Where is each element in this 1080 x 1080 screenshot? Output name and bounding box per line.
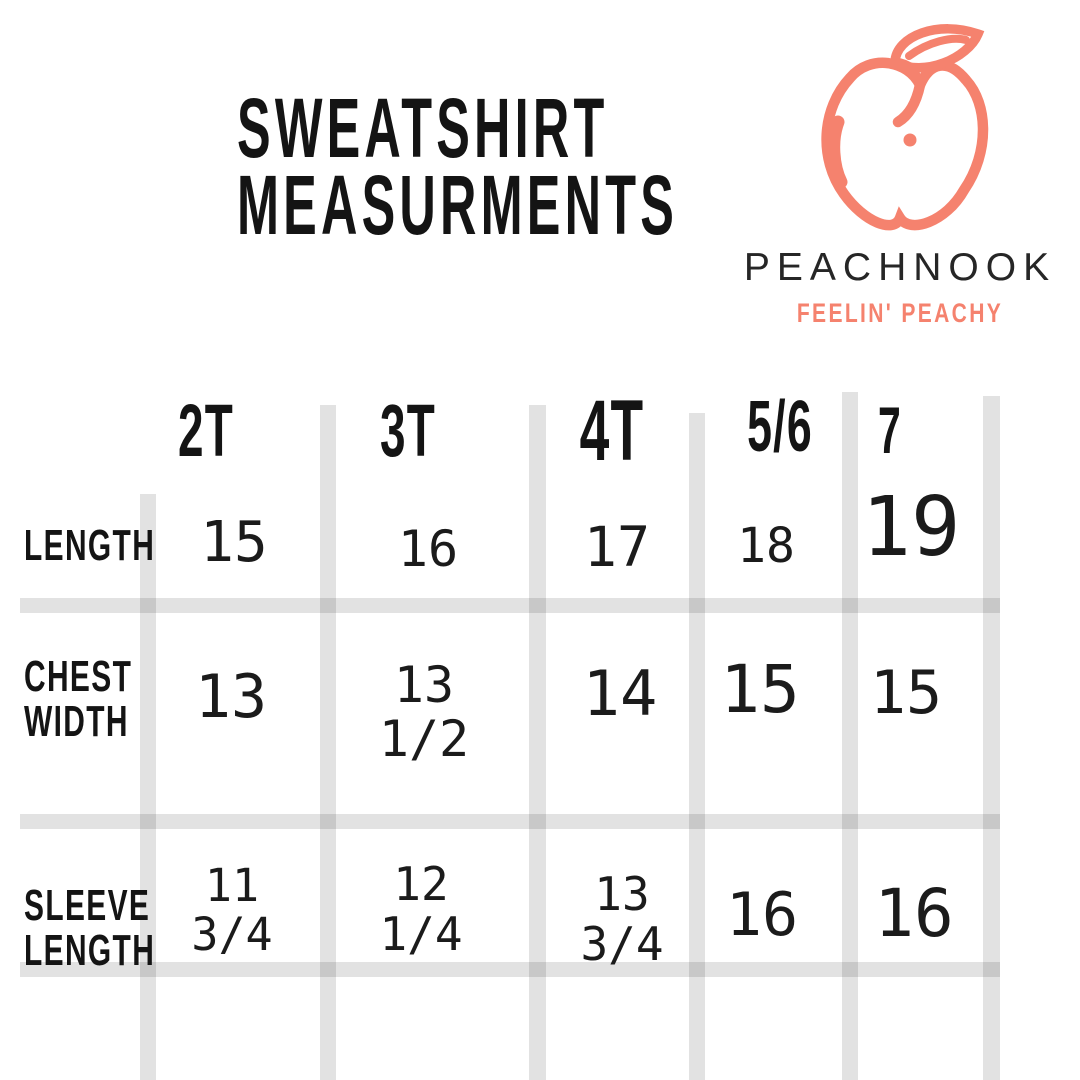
row-label-length: LENGTH — [24, 521, 156, 570]
cell-chest-4t: 14 — [582, 657, 658, 730]
cell-sleeve-4t: 13 3/4 — [580, 867, 664, 971]
column-header-7: 7 — [877, 393, 903, 467]
grid-line-vertical-labels — [140, 494, 156, 1080]
grid-line-horizontal-1 — [20, 598, 1000, 613]
cell-length-3t: 16 — [397, 520, 459, 578]
cell-length-7: 19 — [861, 480, 961, 575]
peach-highlight — [834, 122, 841, 182]
cell-length-5-6: 18 — [737, 518, 795, 574]
peach-body — [827, 63, 983, 225]
column-header-4t: 4T — [579, 383, 645, 479]
title-line-1: SWEATSHIRT — [237, 81, 609, 175]
grid-line-vertical-1 — [320, 405, 336, 1080]
cell-sleeve-7: 16 — [874, 875, 954, 952]
cell-sleeve-5-6: 16 — [725, 880, 799, 950]
page-title — [145, 81, 679, 252]
cell-chest-3t: 13 1/2 — [378, 656, 470, 768]
grid-line-vertical-5 — [983, 396, 1000, 1080]
cell-chest-2t: 13 — [194, 662, 268, 732]
grid-line-vertical-3 — [689, 413, 705, 1080]
cell-chest-7: 15 — [869, 658, 943, 728]
grid-line-horizontal-3 — [20, 962, 1000, 977]
brand-name: PEACHNOOK — [743, 246, 1057, 289]
column-header-3t: 3T — [379, 389, 437, 472]
brand-tagline: FEELIN' PEACHY — [796, 298, 1004, 328]
row-label-sleeve-length: SLEEVE LENGTH — [24, 881, 156, 975]
peach-icon — [806, 16, 998, 251]
peach-dot — [904, 134, 917, 147]
grid-line-horizontal-2 — [20, 814, 1000, 829]
cell-length-2t: 15 — [200, 510, 268, 575]
column-header-2t: 2T — [177, 389, 235, 472]
column-header-5-6: 5/6 — [747, 387, 813, 467]
row-label-chest-width: CHEST WIDTH — [24, 652, 133, 746]
cell-chest-5-6: 15 — [720, 651, 800, 728]
cell-sleeve-2t: 11 3/4 — [191, 859, 273, 961]
peach-leaf — [895, 29, 978, 68]
grid-line-vertical-2 — [529, 405, 546, 1080]
cell-sleeve-3t: 12 1/4 — [379, 857, 463, 961]
title-line-2: MEASURMENTS — [237, 158, 679, 252]
cell-length-4t: 17 — [583, 515, 651, 579]
peach-crease — [898, 85, 920, 122]
